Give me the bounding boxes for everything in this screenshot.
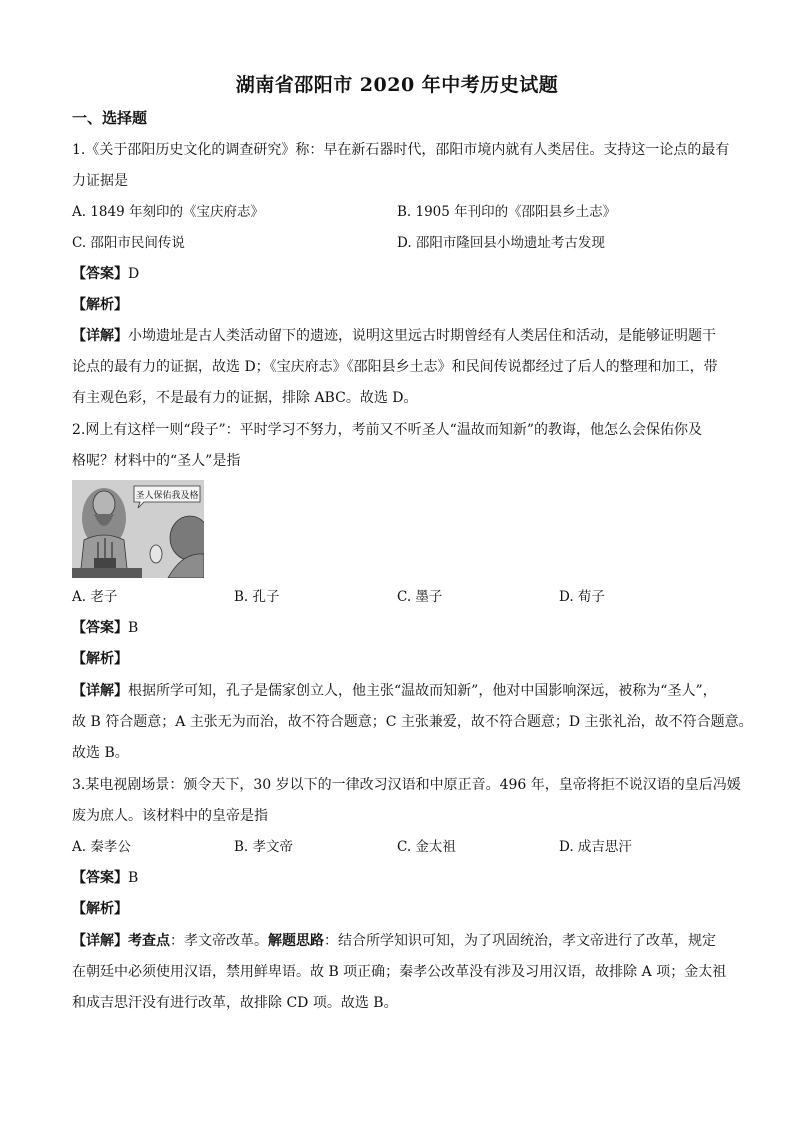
q3-kp-label: 考查点	[128, 933, 170, 949]
detail-tag: 【详解】	[72, 933, 128, 949]
confucius-cartoon-image	[72, 480, 204, 578]
section-heading: 一、选择题	[72, 109, 148, 127]
analysis-tag: 【解析】	[72, 901, 128, 917]
page-title: 湖南省邵阳市 2020 年中考历史试题	[235, 74, 559, 96]
q3-stem-line1: 3.某电视剧场景：颁令天下，30 岁以下的一律改习汉语和中原正音。496 年，皇帝将拒不说汉语的皇后冯媛	[72, 777, 741, 793]
q2-option-b: B. 孔子	[234, 589, 280, 605]
q1-analysis-tag	[72, 295, 128, 315]
analysis-tag: 【解析】	[72, 297, 128, 313]
analysis-tag: 【解析】	[72, 651, 128, 667]
q1-answer-row	[72, 264, 139, 284]
q3-option-a: A. 秦孝公	[72, 839, 131, 855]
q2-answer: B	[128, 620, 139, 636]
q2-detail-line2: 故 B 符合题意；A 主张无为而治，故不符合题意；C 主张兼爱，故不符合题意；D 主张礼治，故不符合题意。	[72, 714, 753, 730]
q2-option-d: D. 荀子	[559, 589, 605, 605]
q1-detail-line3: 有主观色彩，不是最有力的证据，排除 ABC。故选 D。	[72, 390, 418, 406]
q3-stem-line2: 废为庶人。该材料中的皇帝是指	[72, 808, 268, 824]
detail-tag: 【详解】	[72, 683, 128, 699]
q1-option-c: C. 邵阳市民间传说	[72, 235, 185, 251]
q3-idea-label: 解题思路	[268, 933, 324, 949]
q3-option-c: C. 金太祖	[397, 839, 456, 855]
q1-detail-text1: 小坳遗址是古人类活动留下的遗迹，说明这里远古时期曾经有人类居住和活动，是能够证明题干	[128, 328, 716, 344]
answer-tag: 【答案】	[72, 620, 128, 636]
detail-tag: 【详解】	[72, 328, 128, 344]
q1-answer: D	[128, 266, 140, 282]
q1-option-d: D. 邵阳市隆回县小坳遗址考古发现	[397, 235, 605, 251]
q3-answer: B	[128, 870, 139, 886]
cartoon-caption: 圣人保佑我及格	[135, 491, 199, 501]
q3-option-b: B. 孝文帝	[234, 839, 294, 855]
q3-answer-row	[72, 868, 138, 888]
q3-detail-line2: 在朝廷中必须使用汉语，禁用鲜卑语。故 B 项正确；秦孝公改革没有涉及习用汉语，故排除 A 项；金太祖	[72, 964, 727, 980]
q1-detail-line2: 论点的最有力的证据，故选 D；《宝庆府志》《邵阳县乡土志》和民间传说都经过了后人的整理和加工，带	[72, 359, 718, 375]
q2-detail-text1: 根据所学可知，孔子是儒家创立人，他主张“温故而知新”，他对中国影响深远，被称为“圣人”，	[128, 683, 717, 699]
q3-analysis-tag	[72, 899, 128, 919]
q3-detail-line1	[72, 931, 716, 951]
q2-option-c: C. 墨子	[397, 589, 443, 605]
q1-stem-line1: 1.《关于邵阳历史文化的调查研究》称：早在新石器时代，邵阳市境内就有人类居住。支持这一论点的最有	[72, 142, 730, 158]
q2-stem-line2: 格呢？材料中的“圣人”是指	[72, 453, 241, 469]
q2-answer-row	[72, 618, 138, 638]
answer-tag: 【答案】	[72, 870, 128, 886]
q1-option-b: B. 1905 年刊印的《邵阳县乡土志》	[397, 204, 617, 220]
q1-option-a: A. 1849 年刻印的《宝庆府志》	[72, 204, 264, 220]
q3-option-d: D. 成吉思汗	[559, 839, 632, 855]
q2-detail-line3: 故选 B。	[72, 745, 129, 761]
q3-detail-line3: 和成吉思汗没有进行改革，故排除 CD 项。故选 B。	[72, 995, 398, 1011]
q3-kp-text: ：孝文帝改革。	[170, 933, 268, 949]
q2-detail-line1	[72, 681, 717, 701]
q1-detail-line1	[72, 326, 716, 346]
q2-option-a: A. 老子	[72, 589, 118, 605]
q1-stem-line2: 力证据是	[72, 173, 128, 189]
q3-detail-text1: ：结合所学知识可知，为了巩固统治，孝文帝进行了改革，规定	[324, 933, 716, 949]
q2-analysis-tag	[72, 649, 128, 669]
answer-tag: 【答案】	[72, 266, 128, 282]
q2-stem-line1: 2.网上有这样一则“段子”：平时学习不努力，考前又不听圣人“温故而知新”的教诲，他怎么会保佑你及	[72, 422, 702, 438]
